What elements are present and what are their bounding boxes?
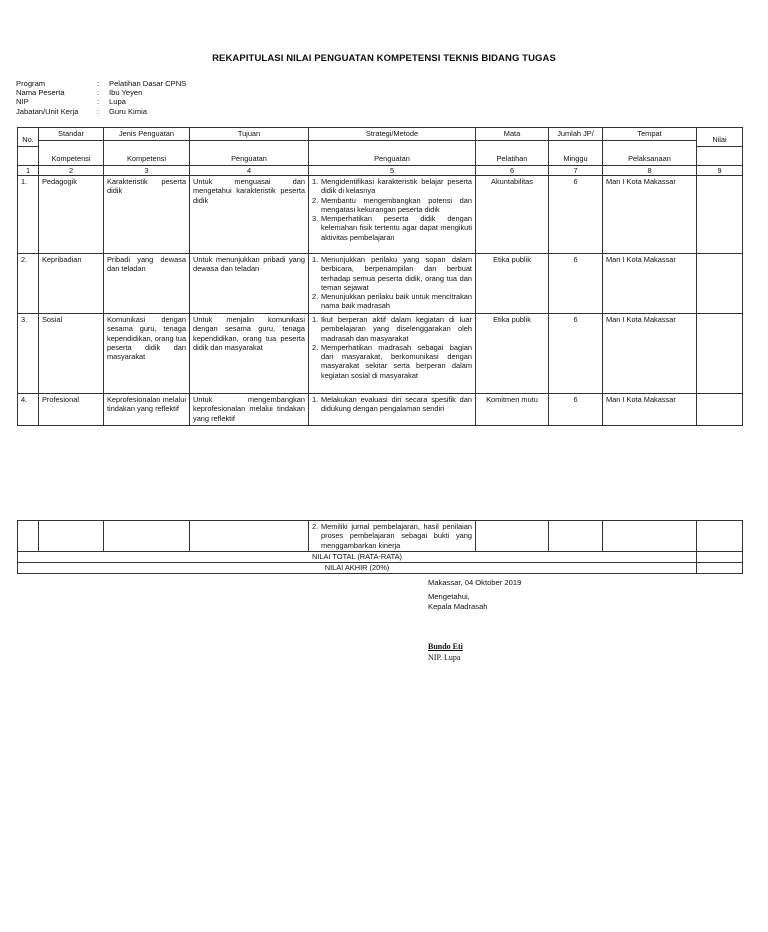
strategy-item: 2. Memiliki jurnal pembelajaran, hasil penilaian proses pembelajaran sebagai bukti yang menggambarkan kinerja	[312, 522, 472, 550]
row-tujuan: Untuk menguasai dan mengetahui karakteristik peserta didik	[190, 176, 309, 254]
header-cell: Jumlah JP/ Minggu	[549, 128, 603, 166]
info-label: NIP	[16, 97, 29, 107]
row-standar: Pedagogik	[39, 176, 104, 254]
row-mata: Etika publik	[476, 314, 549, 394]
row-nilai	[697, 394, 743, 426]
row-no: 2.	[18, 254, 39, 314]
table-row	[18, 394, 743, 426]
header-cell: Tujuan Penguatan	[190, 128, 309, 166]
row-no: 4.	[18, 394, 39, 426]
row-strategi	[309, 394, 476, 426]
header-cell: Mata Pelatihan	[476, 128, 549, 166]
column-number: 7	[549, 166, 603, 176]
column-number: 6	[476, 166, 549, 176]
header-cell: Standar Kompetensi	[39, 128, 104, 166]
row-mata: Etika publik	[476, 254, 549, 314]
table-row	[18, 176, 743, 254]
final-value	[697, 562, 743, 573]
signature-position: Kepala Madrasah	[428, 602, 488, 611]
info-label: Program	[16, 79, 46, 88]
column-number: 4	[190, 166, 309, 176]
row-standar: Sosial	[39, 314, 104, 394]
strategy-item: 1. Melakukan evaluasi diri secara spesifik dan didukung dengan pengalaman sendiri	[312, 395, 472, 414]
info-label: Nama Peserta	[16, 88, 65, 98]
row-strategi	[309, 254, 476, 314]
total-value	[697, 551, 743, 562]
row-nilai	[697, 314, 743, 394]
row-jp: 6	[549, 314, 603, 394]
row-mata: Komitmen mutu	[476, 394, 549, 426]
header-cell: Nilai	[697, 128, 743, 166]
signature-nip: NIP. Lupa	[428, 653, 461, 662]
total-row	[18, 551, 743, 562]
info-label: Jabatan/Unit Kerja	[16, 106, 79, 116]
row-tujuan: Untuk menunjukkan pribadi yang dewasa dan teladan	[190, 254, 309, 314]
total-label: NILAI TOTAL (RATA-RATA)	[18, 551, 697, 562]
row-strategi	[309, 521, 476, 552]
participant-info	[16, 79, 186, 116]
info-value: Pelatihan Dasar CPNS	[109, 79, 187, 88]
row-tempat: Man I Kota Makassar	[603, 254, 697, 314]
signature-acknowledged: Mengetahui,	[428, 592, 470, 601]
row-strategi	[309, 176, 476, 254]
column-number: 3	[104, 166, 190, 176]
column-number: 5	[309, 166, 476, 176]
strategy-item: 1. Ikut berperan aktif dalam kegiatan di luar pembelajaran yang diselenggarakan oleh madrasah dan masyarakat	[312, 315, 472, 343]
row-no: 3.	[18, 314, 39, 394]
row-jenis: Komunikasi dengan sesama guru, tenaga kependidikan, orang tua peserta didik dan masyarakat	[104, 314, 190, 394]
row-no: 1.	[18, 176, 39, 254]
header-cell: Strategi/Metode Penguatan	[309, 128, 476, 166]
column-number: 8	[603, 166, 697, 176]
row-tempat: Man I Kota Makassar	[603, 394, 697, 426]
header-cell: Tempat Pelaksanaan	[603, 128, 697, 166]
final-label: NILAI AKHIR (20%)	[18, 562, 697, 573]
column-number-row	[18, 166, 743, 176]
row-jp: 6	[549, 254, 603, 314]
info-row-nama	[16, 88, 186, 97]
strategy-item: 2. Memperhatikan madrasah sebagai bagian dari masyarakat, berkomunikasi dengan masyarakat sekitar serta berperan dalam kegiatan sosial di masyarakat	[312, 342, 472, 380]
continuation-table	[17, 520, 743, 574]
strategy-item: 1. Mengidentifikasi karakteristik belajar peserta didik di kelasnya	[312, 177, 472, 196]
signature-name: Bundo Eti	[428, 642, 463, 651]
row-jenis: Pribadi yang dewasa dan teladan	[104, 254, 190, 314]
row-jenis: Karakteristik peserta didik	[104, 176, 190, 254]
info-separator: :	[97, 88, 100, 98]
header-cell: No.	[18, 128, 39, 166]
competency-table	[17, 127, 743, 426]
row-nilai	[697, 254, 743, 314]
strategy-item: 1. Menunjukkan perilaku yang sopan dalam berbicara, berpenampilan dan berbuat terhadap semua peserta didik, orang tua dan teman sejawat	[312, 255, 472, 292]
row-jp: 6	[549, 394, 603, 426]
row-standar: Kepribadian	[39, 254, 104, 314]
row-nilai	[697, 176, 743, 254]
row-jp: 6	[549, 176, 603, 254]
info-separator: :	[97, 79, 100, 88]
table-row	[18, 521, 743, 552]
row-tujuan: Untuk menjalin komunikasi dengan sesama guru, tenaga kependidikan, orang tua peserta didik dan masyarakat	[190, 314, 309, 394]
info-row-program	[16, 79, 186, 88]
table-row	[18, 254, 743, 314]
column-number: 9	[697, 166, 743, 176]
header-cell: Jenis Penguatan Kompetensi	[104, 128, 190, 166]
row-tempat: Man I Kota Makassar	[603, 314, 697, 394]
info-row-jabatan	[16, 107, 186, 116]
info-row-nip	[16, 97, 186, 106]
strategy-item: 2. Membantu mengembangkan potensi dan mengatasi kekurangan peserta didik	[312, 195, 472, 214]
row-jenis: Keprofesionalan melalui tindakan yang reflektif	[104, 394, 190, 426]
row-tempat: Man I Kota Makassar	[603, 176, 697, 254]
info-value: Guru Kimia	[109, 106, 147, 116]
info-value: Ibu Yeyen	[109, 88, 143, 98]
row-standar: Profesional	[39, 394, 104, 426]
column-number: 2	[39, 166, 104, 176]
info-separator: :	[97, 106, 100, 116]
column-number: 1	[18, 166, 39, 176]
signature-place-date: Makassar, 04 Oktober 2019	[428, 578, 522, 587]
table-row	[18, 314, 743, 394]
info-value: Lupa	[109, 97, 126, 107]
row-strategi	[309, 314, 476, 394]
table-header-row	[18, 128, 743, 166]
row-tujuan: Untuk mengembangkan keprofesionalan melalui tindakan yang reflektif	[190, 394, 309, 426]
strategy-item: 3. Memperhatikan peserta didik dengan kelemahan fisik tertentu agar dapat mengikuti aktivitas pembelajaran	[312, 214, 472, 242]
info-separator: :	[97, 97, 100, 107]
strategy-item: 2. Menunjukkan perilaku baik untuk mencitrakan nama baik madrasah	[312, 292, 472, 311]
row-mata: Akuntabilitas	[476, 176, 549, 254]
document-title: REKAPITULASI NILAI PENGUATAN KOMPETENSI TEKNIS BIDANG TUGAS	[212, 53, 556, 64]
final-row	[18, 562, 743, 573]
